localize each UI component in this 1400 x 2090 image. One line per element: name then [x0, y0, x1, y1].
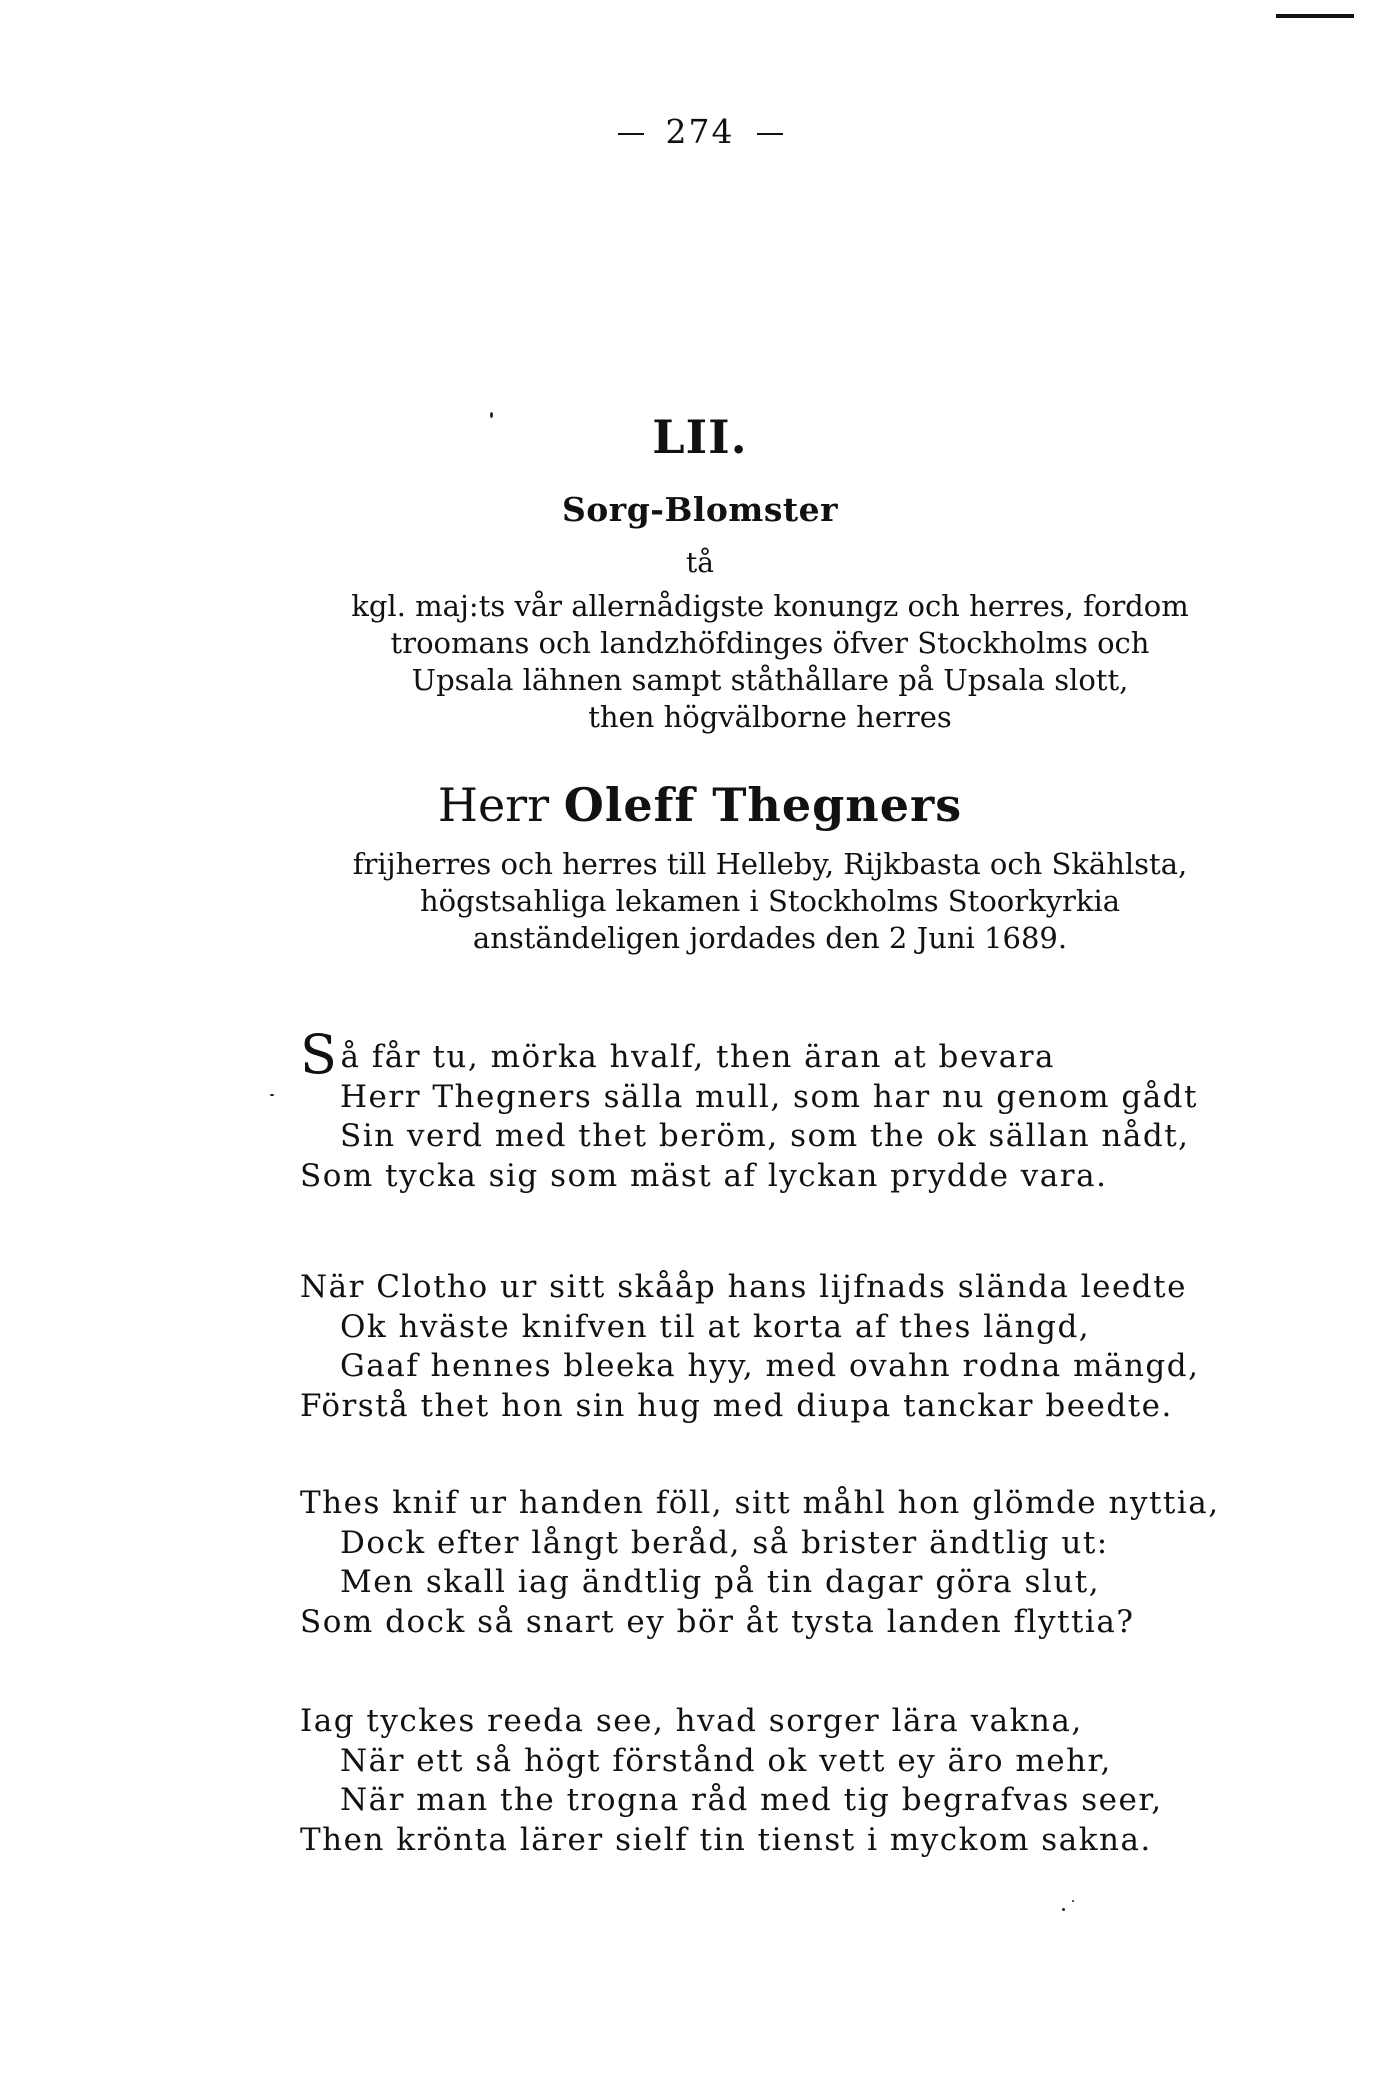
stanza-1	[300, 1023, 1260, 1196]
dedicatee-prefix: Herr	[437, 778, 550, 832]
intro-line: Upsala lähnen sampt ståthållare på Upsala slott,	[411, 663, 1129, 697]
dedicatee-name	[0, 778, 1400, 832]
page-number-dash-right	[757, 133, 783, 135]
verse-line: Iag tyckes reeda see, hvad sorger lära vakna,	[300, 1703, 1083, 1739]
dedicatee-name-bold: Oleff Thegners	[563, 778, 963, 832]
stanza-2	[300, 1268, 1260, 1426]
drop-cap: S	[300, 1023, 339, 1086]
verse-line	[300, 1023, 1260, 1086]
poem-numeral: LII.	[652, 410, 748, 464]
page-number-dash-left	[618, 133, 644, 135]
intro-line: troomans och landzhöfdinges öfver Stockholms och	[390, 626, 1150, 660]
page-number	[0, 112, 1400, 151]
intro-line: kgl. maj:ts vår allernådigste konungz och herres, fordom	[351, 589, 1189, 623]
print-speck	[1062, 1908, 1065, 1911]
verse-line: Som tycka sig som mäst af lyckan prydde vara.	[300, 1157, 1108, 1194]
top-edge-rule	[1276, 14, 1354, 18]
verse-line: Dock efter långt beråd, så brister ändtlig ut:	[340, 1524, 1109, 1561]
verse-line: Then krönta lärer sielf tin tienst i myckom sakna.	[300, 1821, 1152, 1858]
dedication-intro	[340, 588, 1200, 736]
verse-line: När man the trogna råd med tig begrafvas seer,	[340, 1782, 1163, 1818]
verse-line: Gaaf hennes bleeka hyy, med ovahn rodna mängd,	[340, 1348, 1200, 1384]
outro-line: frijherres och herres till Helleby, Rijkbasta och Skählsta,	[352, 847, 1188, 881]
verse-line: Thes knif ur handen föll, sitt måhl hon glömde nyttia,	[300, 1485, 1220, 1521]
print-speck	[490, 412, 493, 418]
stanza-3	[300, 1484, 1260, 1642]
verse-text: å får tu, mörka hvalf, then äran at bevara	[340, 1039, 1056, 1075]
verse-line: Förstå thet hon sin hug med diupa tanckar beedte.	[300, 1387, 1173, 1424]
intro-line: then högvälborne herres	[588, 700, 952, 734]
verse-line: Ok hväste knifven til at korta af thes längd,	[340, 1308, 1091, 1345]
outro-line: högstsahliga lekamen i Stockholms Stoorkyrkia	[419, 884, 1121, 918]
verse-line: Men skall iag ändtlig på tin dagar göra slut,	[340, 1564, 1101, 1600]
poem-subtitle-preposition: tå	[686, 546, 714, 579]
verse-line: Som dock så snart ey bör åt tysta landen flyttia?	[300, 1603, 1135, 1640]
print-speck	[270, 1094, 274, 1096]
poem-title: Sorg-Blomster	[561, 490, 839, 529]
stanza-4	[300, 1702, 1260, 1860]
verse-line: Herr Thegners sälla mull, som har nu genom gådt	[340, 1078, 1198, 1115]
print-speck	[1072, 1900, 1074, 1902]
verse-line: När Clotho ur sitt skååp hans lijfnads slända leedte	[300, 1269, 1187, 1305]
page-number-value: 274	[665, 112, 735, 151]
verse-line: När ett så högt förstånd ok vett ey äro mehr,	[340, 1742, 1112, 1779]
verse-line: Sin verd med thet beröm, som the ok sällan nådt,	[340, 1118, 1190, 1154]
dedication-outro	[340, 846, 1200, 957]
outro-line: anständeligen jordades den 2 Juni 1689.	[472, 921, 1068, 955]
